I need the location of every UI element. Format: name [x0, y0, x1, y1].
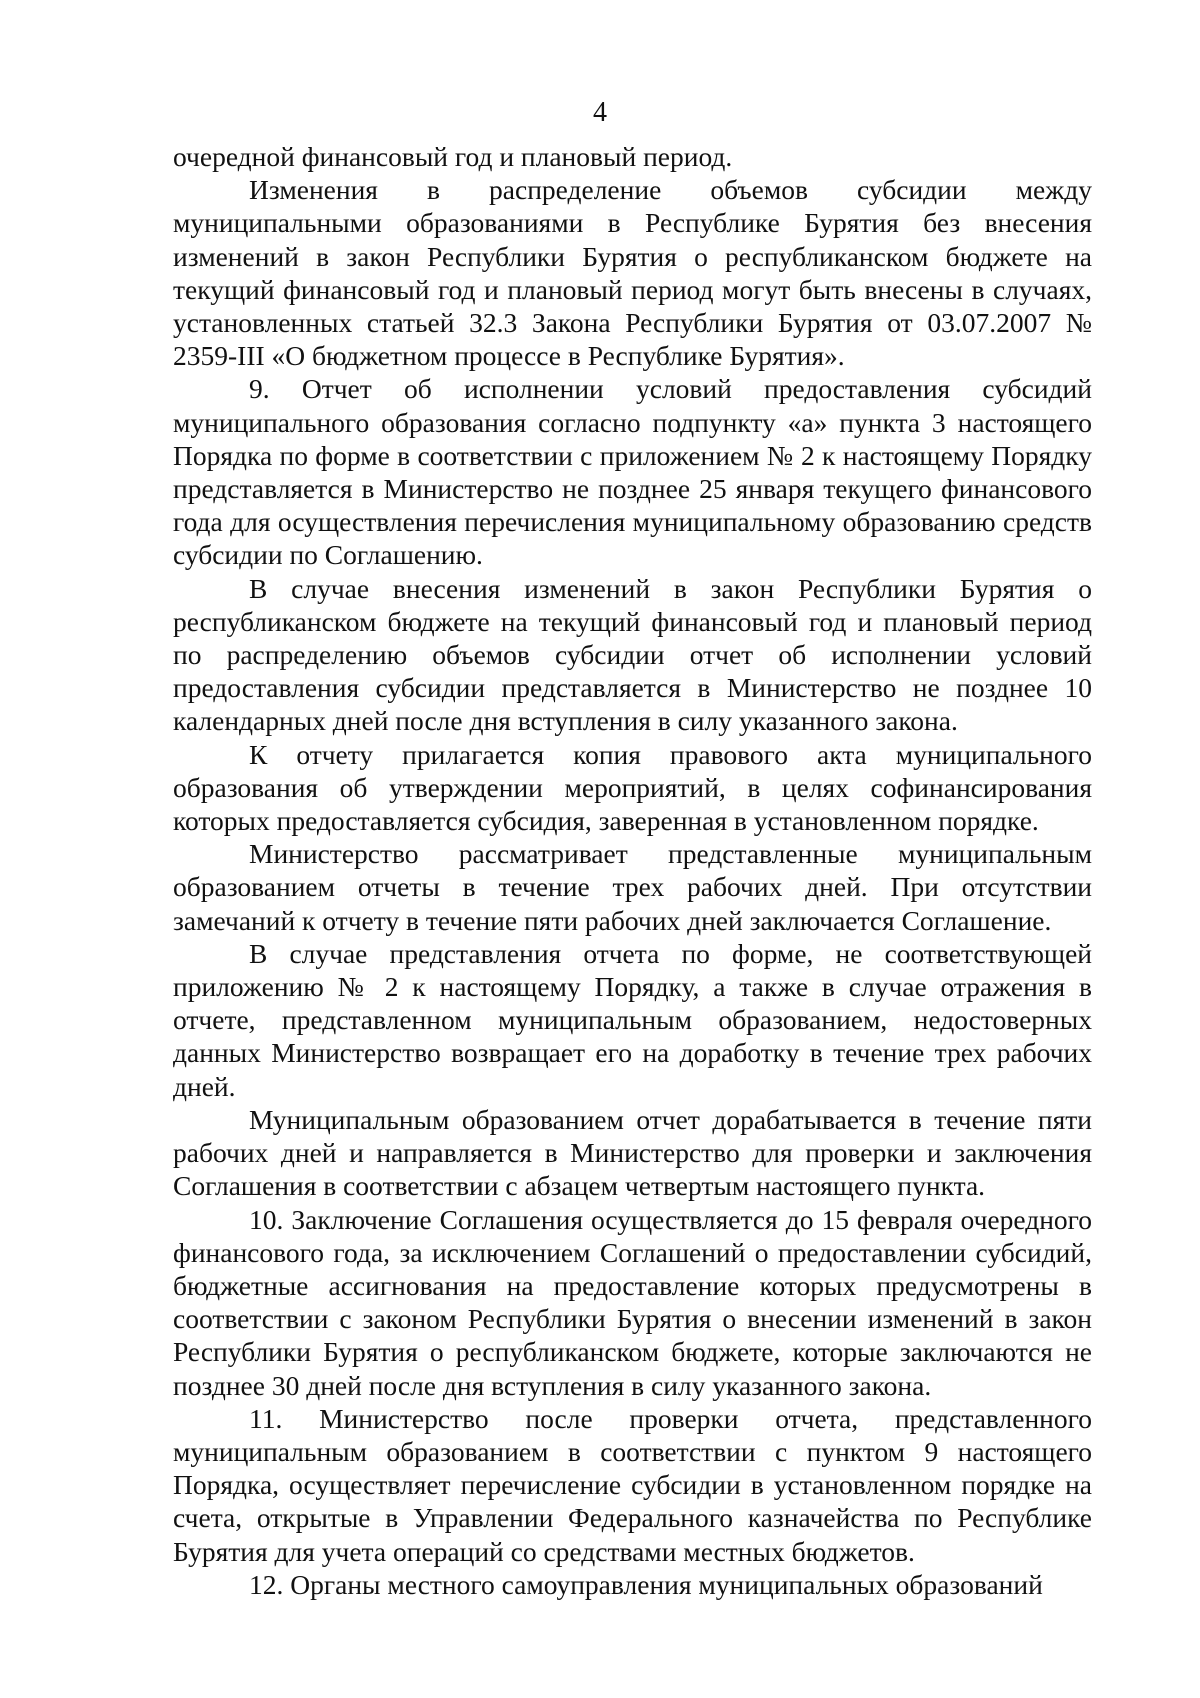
paragraph-ministry-review: Министерство рассматривает представленные муниципальным образованием отчеты в течение трех рабочих дней. При отсутствии замечаний к отчету в течение пяти рабочих дней заключается Соглашение. [173, 838, 1092, 936]
paragraph-report-revision: Муниципальным образованием отчет дорабатывается в течение пяти рабочих дней и направляется в Министерство для проверки и заключения Соглашения в соответствии с абзацем четвертым настоящего пункта. [173, 1103, 1092, 1202]
paragraph-report-attachment: К отчету прилагается копия правового акта муниципального образования об утверждении мероприятий, в целях софинансирования которых предоставляется субсидия, заверенная в установленном порядке. [173, 738, 1092, 837]
paragraph-subsidy-changes: Изменения в распределение объемов субсидии между муниципальными образованиями в Республике Бурятия без внесения изменений в закон Республики Бурятия о республиканском бюджете на текущий финансовый год и плановый период могут быть внесены в случаях, установленных статьей 32.3 Закона Республики Бурятия от 03.07.2007 № 2359-III «О бюджетном процессе в Республике Бурятия». [173, 174, 1092, 372]
paragraph-item-12: 12. Органы местного самоуправления муниципальных образований [249, 1568, 1043, 1600]
paragraph-item-10: 10. Заключение Соглашения осуществляется до 15 февраля очередного финансового года, за исключением Соглашений о предоставлении субсидий, бюджетные ассигнования на предоставление которых предусмотрены в соответствии с законом Республики Бурятия о внесении изменений в закон Республики Бурятия о республиканском бюджете, которые заключаются не позднее 30 дней после дня вступления в силу указанного закона. [173, 1203, 1092, 1401]
paragraph-report-return: В случае представления отчета по форме, не соответствующей приложению № 2 к настоящему Порядку, а также в случае отражения в отчете, представленном муниципальным образованием, недостоверных данных Министерство возвращает его на доработку в течение трех рабочих дней. [173, 937, 1092, 1102]
page-number: 4 [593, 97, 607, 128]
paragraph-continuation: очередной финансовый год и плановый период. [173, 141, 733, 172]
paragraph-law-changes: В случае внесения изменений в закон Республики Бурятия о республиканском бюджете на текущий финансовый год и плановый период по распределению объемов субсидии отчет об исполнении условий предоставления субсидии представляется в Министерство не позднее 10 календарных дней после дня вступления в силу указанного закона. [173, 572, 1092, 737]
document-body [173, 140, 1092, 1601]
paragraph-item-9: 9. Отчет об исполнении условий предоставления субсидий муниципального образования согласно подпункту «а» пункта 3 настоящего Порядка по форме в соответствии с приложением № 2 к настоящему Порядку представляется в Министерство не позднее 25 января текущего финансового года для осуществления перечисления муниципальному образованию средств субсидии по Соглашению. [173, 373, 1092, 571]
paragraph-item-11: 11. Министерство после проверки отчета, представленного муниципальным образованием в соответствии с пунктом 9 настоящего Порядка, осуществляет перечисление субсидии в установленном порядке на счета, открытые в Управлении Федерального казначейства по Республике Бурятия для учета операций со средствами местных бюджетов. [173, 1402, 1092, 1567]
